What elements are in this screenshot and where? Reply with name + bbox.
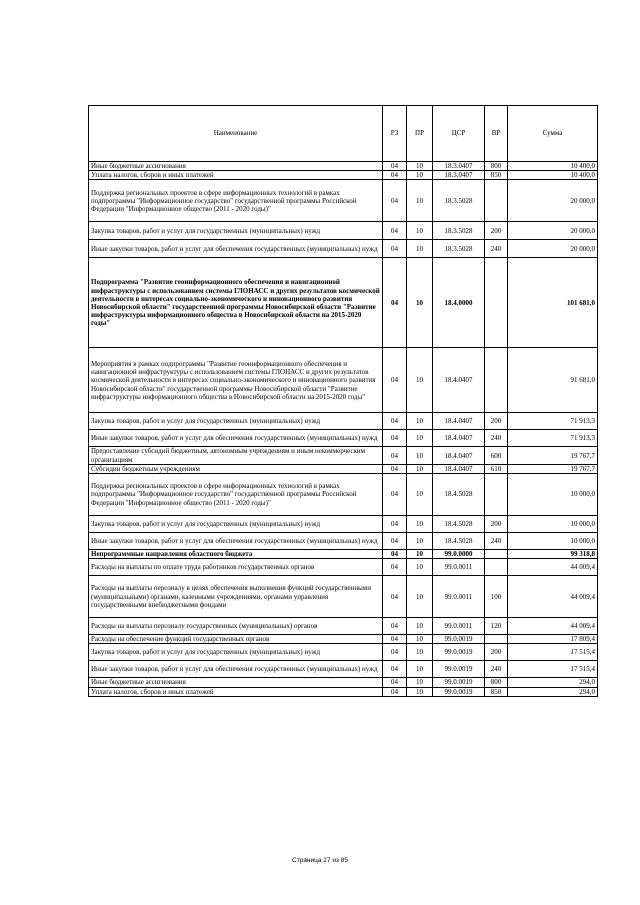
row-pr-cell: 10 xyxy=(407,240,433,258)
row-name-cell: Поддержка региональных проектов в сфере информационных технологий в рамках подпрограммы "Информационное государство" государственной программы Российской Федерации "Информационное общество (2011 - 2020 годы)" xyxy=(89,180,383,222)
row-name-cell: Закупка товаров, работ и услуг для государственных (муниципальных) нужд xyxy=(89,516,383,533)
row-sum-cell: 17 809,4 xyxy=(508,635,598,644)
row-pr-cell: 10 xyxy=(407,644,433,661)
header-pr: ПР xyxy=(407,106,433,162)
page-number: Страница 27 из 85 xyxy=(292,857,348,864)
table-row xyxy=(89,474,598,516)
row-rz-cell: 04 xyxy=(383,180,407,222)
row-name-cell: Закупка товаров, работ и услуг для государственных (муниципальных) нужд xyxy=(89,413,383,430)
row-sum-cell: 294,0 xyxy=(508,678,598,687)
row-pr-cell: 10 xyxy=(407,413,433,430)
row-rz-cell: 04 xyxy=(383,430,407,447)
row-sum-cell: 44 009,4 xyxy=(508,576,598,618)
row-sum-cell: 10 400,0 xyxy=(508,171,598,180)
row-csr-cell: 18.4.0407 xyxy=(433,447,485,464)
row-name-cell: Иные закупки товаров, работ и услуг для обеспечения государственных (муниципальных) нужд xyxy=(89,661,383,678)
row-name-cell: Иные бюджетные ассигнования xyxy=(89,678,383,687)
row-pr-cell: 10 xyxy=(407,661,433,678)
budget-table xyxy=(88,105,598,697)
row-name-cell: Расходы на выплаты персоналу в целях обеспечения выполнения функций государственными (муниципальными) органами, казенными учреждениями, органами управления государственными внебюджетными фондами xyxy=(89,576,383,618)
row-pr-cell: 10 xyxy=(407,550,433,559)
row-rz-cell: 04 xyxy=(383,240,407,258)
row-pr-cell: 10 xyxy=(407,258,433,348)
row-pr-cell: 10 xyxy=(407,171,433,180)
row-csr-cell: 99.0.0019 xyxy=(433,644,485,661)
table-row xyxy=(89,576,598,618)
header-rz: РЗ xyxy=(383,106,407,162)
row-csr-cell: 18.4.5028 xyxy=(433,533,485,550)
row-rz-cell: 04 xyxy=(383,464,407,473)
row-csr-cell: 18.3.5028 xyxy=(433,180,485,222)
row-rz-cell: 04 xyxy=(383,348,407,413)
table-row xyxy=(89,533,598,550)
row-csr-cell: 18.4.0407 xyxy=(433,430,485,447)
row-vr-cell: 850 xyxy=(485,171,508,180)
row-name-cell: Закупка товаров, работ и услуг для государственных (муниципальных) нужд xyxy=(89,222,383,240)
row-vr-cell xyxy=(485,550,508,559)
table-header-row xyxy=(89,106,598,162)
row-rz-cell: 04 xyxy=(383,678,407,687)
row-vr-cell: 240 xyxy=(485,430,508,447)
table-row xyxy=(89,162,598,171)
row-pr-cell: 10 xyxy=(407,222,433,240)
row-name-cell: Предоставление субсидий бюджетным, автономным учреждениям и иным некоммерческим организациям xyxy=(89,447,383,464)
row-rz-cell: 04 xyxy=(383,687,407,696)
row-name-cell: Мероприятия в рамках подпрограммы "Развитие геоинформационного обеспечения и навигационной инфраструктуры с использованием системы ГЛОНАСС и других результатов космической деятельности в интересах социально-экономического и инновационного развития Новосибирской области" государственной программы Новосибирской области "Развитие инфраструктуры информационного общества в Новосибирской области на 2015-2020 годы" xyxy=(89,348,383,413)
row-rz-cell: 04 xyxy=(383,162,407,171)
row-pr-cell: 10 xyxy=(407,687,433,696)
row-rz-cell: 04 xyxy=(383,618,407,635)
header-vr: ВР xyxy=(485,106,508,162)
row-name-cell: Непрограммные направления областного бюджета xyxy=(89,550,383,559)
row-sum-cell: 294,0 xyxy=(508,687,598,696)
row-csr-cell: 18.4.5028 xyxy=(433,516,485,533)
row-pr-cell: 10 xyxy=(407,559,433,576)
row-sum-cell: 71 913,3 xyxy=(508,430,598,447)
row-rz-cell: 04 xyxy=(383,533,407,550)
row-rz-cell: 04 xyxy=(383,644,407,661)
row-name-cell: Расходы на обеспечение функций государственных органов xyxy=(89,635,383,644)
table-row xyxy=(89,240,598,258)
row-csr-cell: 18.3.5028 xyxy=(433,240,485,258)
row-pr-cell: 10 xyxy=(407,162,433,171)
row-rz-cell: 04 xyxy=(383,516,407,533)
table-row xyxy=(89,258,598,348)
row-vr-cell: 240 xyxy=(485,240,508,258)
table-body xyxy=(89,162,598,697)
row-name-cell: Расходы на выплаты по оплате труда работников государственных органов xyxy=(89,559,383,576)
row-pr-cell: 10 xyxy=(407,430,433,447)
row-vr-cell: 200 xyxy=(485,222,508,240)
row-vr-cell xyxy=(485,474,508,516)
row-rz-cell: 04 xyxy=(383,413,407,430)
row-vr-cell xyxy=(485,348,508,413)
row-rz-cell: 04 xyxy=(383,550,407,559)
table-row xyxy=(89,413,598,430)
table-row xyxy=(89,661,598,678)
row-rz-cell: 04 xyxy=(383,222,407,240)
header-sum: Сумма xyxy=(508,106,598,162)
row-vr-cell: 850 xyxy=(485,687,508,696)
row-rz-cell: 04 xyxy=(383,258,407,348)
row-pr-cell: 10 xyxy=(407,576,433,618)
row-csr-cell: 18.4.5028 xyxy=(433,474,485,516)
row-csr-cell: 99.0.0019 xyxy=(433,687,485,696)
row-csr-cell: 18.4.0000 xyxy=(433,258,485,348)
row-vr-cell: 100 xyxy=(485,576,508,618)
row-vr-cell xyxy=(485,258,508,348)
row-vr-cell xyxy=(485,180,508,222)
header-name: Наименование xyxy=(89,106,383,162)
row-vr-cell: 200 xyxy=(485,413,508,430)
row-sum-cell: 17 515,4 xyxy=(508,644,598,661)
row-sum-cell: 10 400,0 xyxy=(508,162,598,171)
row-pr-cell: 10 xyxy=(407,180,433,222)
row-rz-cell: 04 xyxy=(383,559,407,576)
row-csr-cell: 18.4.0407 xyxy=(433,348,485,413)
table-row xyxy=(89,430,598,447)
row-sum-cell: 19 767,7 xyxy=(508,447,598,464)
table-row xyxy=(89,180,598,222)
row-vr-cell: 800 xyxy=(485,162,508,171)
row-csr-cell: 99.0.0019 xyxy=(433,635,485,644)
row-pr-cell: 10 xyxy=(407,516,433,533)
table-row xyxy=(89,550,598,559)
row-sum-cell: 101 681,0 xyxy=(508,258,598,348)
row-sum-cell: 10 000,0 xyxy=(508,533,598,550)
row-name-cell: Уплата налогов, сборов и иных платежей xyxy=(89,171,383,180)
row-sum-cell: 44 009,4 xyxy=(508,559,598,576)
row-csr-cell: 18.4.0407 xyxy=(433,464,485,473)
table-row xyxy=(89,644,598,661)
row-pr-cell: 10 xyxy=(407,533,433,550)
row-csr-cell: 99.0.0019 xyxy=(433,661,485,678)
row-pr-cell: 10 xyxy=(407,618,433,635)
table-row xyxy=(89,687,598,696)
row-pr-cell: 10 xyxy=(407,464,433,473)
row-name-cell: Иные закупки товаров, работ и услуг для обеспечения государственных (муниципальных) нужд xyxy=(89,533,383,550)
row-name-cell: Иные закупки товаров, работ и услуг для обеспечения государственных (муниципальных) нужд xyxy=(89,240,383,258)
row-name-cell: Закупка товаров, работ и услуг для государственных (муниципальных) нужд xyxy=(89,644,383,661)
row-name-cell: Поддержка региональных проектов в сфере информационных технологий в рамках подпрограммы "Информационное государство" государственной программы Российской Федерации "Информационное общество (2011 - 2020 годы)" xyxy=(89,474,383,516)
row-sum-cell: 20 000,0 xyxy=(508,180,598,222)
table-row xyxy=(89,678,598,687)
table-row xyxy=(89,222,598,240)
row-pr-cell: 10 xyxy=(407,678,433,687)
row-vr-cell: 240 xyxy=(485,661,508,678)
row-csr-cell: 18.4.0407 xyxy=(433,413,485,430)
row-sum-cell: 19 767,7 xyxy=(508,464,598,473)
row-name-cell: Иные бюджетные ассигнования xyxy=(89,162,383,171)
row-sum-cell: 10 000,0 xyxy=(508,474,598,516)
table-row xyxy=(89,464,598,473)
row-rz-cell: 04 xyxy=(383,171,407,180)
row-pr-cell: 10 xyxy=(407,348,433,413)
row-vr-cell: 200 xyxy=(485,644,508,661)
table-row xyxy=(89,559,598,576)
row-sum-cell: 44 009,4 xyxy=(508,618,598,635)
row-pr-cell: 10 xyxy=(407,635,433,644)
header-csr: ЦСР xyxy=(433,106,485,162)
row-rz-cell: 04 xyxy=(383,447,407,464)
row-vr-cell: 240 xyxy=(485,533,508,550)
row-vr-cell xyxy=(485,635,508,644)
row-sum-cell: 20 000,0 xyxy=(508,222,598,240)
row-vr-cell: 800 xyxy=(485,678,508,687)
row-vr-cell: 120 xyxy=(485,618,508,635)
row-pr-cell: 10 xyxy=(407,474,433,516)
row-vr-cell: 200 xyxy=(485,516,508,533)
row-csr-cell: 18.3.0407 xyxy=(433,162,485,171)
row-rz-cell: 04 xyxy=(383,661,407,678)
row-sum-cell: 20 000,0 xyxy=(508,240,598,258)
row-sum-cell: 10 000,0 xyxy=(508,516,598,533)
row-vr-cell: 600 xyxy=(485,447,508,464)
row-csr-cell: 99.0.0000 xyxy=(433,550,485,559)
table-row xyxy=(89,447,598,464)
row-sum-cell: 71 913,3 xyxy=(508,413,598,430)
row-csr-cell: 99.0.0011 xyxy=(433,576,485,618)
row-vr-cell xyxy=(485,559,508,576)
table-row xyxy=(89,171,598,180)
row-sum-cell: 99 318,8 xyxy=(508,550,598,559)
table-row xyxy=(89,635,598,644)
row-pr-cell: 10 xyxy=(407,447,433,464)
row-csr-cell: 99.0.0019 xyxy=(433,678,485,687)
row-name-cell: Подпрограмма "Развитие геоинформационного обеспечения и навигационной инфраструктуры с использованием системы ГЛОНАСС и других результатов космической деятельности в интересах социально-экономического и инновационного развития Новосибирской области" государственной программы Новосибирской области "Развитие инфраструктуры информационного общества в Новосибирской области на 2015-2020 годы" xyxy=(89,258,383,348)
row-rz-cell: 04 xyxy=(383,576,407,618)
table-row xyxy=(89,618,598,635)
row-name-cell: Субсидии бюджетным учреждениям xyxy=(89,464,383,473)
row-sum-cell: 17 515,4 xyxy=(508,661,598,678)
row-vr-cell: 610 xyxy=(485,464,508,473)
row-rz-cell: 04 xyxy=(383,635,407,644)
row-name-cell: Расходы на выплаты персоналу государственных (муниципальных) органов xyxy=(89,618,383,635)
row-csr-cell: 18.3.0407 xyxy=(433,171,485,180)
table-row xyxy=(89,348,598,413)
row-name-cell: Уплата налогов, сборов и иных платежей xyxy=(89,687,383,696)
row-csr-cell: 18.3.5028 xyxy=(433,222,485,240)
table-row xyxy=(89,516,598,533)
row-csr-cell: 99.0.0011 xyxy=(433,559,485,576)
row-sum-cell: 91 681,0 xyxy=(508,348,598,413)
row-csr-cell: 99.0.0011 xyxy=(433,618,485,635)
row-rz-cell: 04 xyxy=(383,474,407,516)
row-name-cell: Иные закупки товаров, работ и услуг для обеспечения государственных (муниципальных) нужд xyxy=(89,430,383,447)
